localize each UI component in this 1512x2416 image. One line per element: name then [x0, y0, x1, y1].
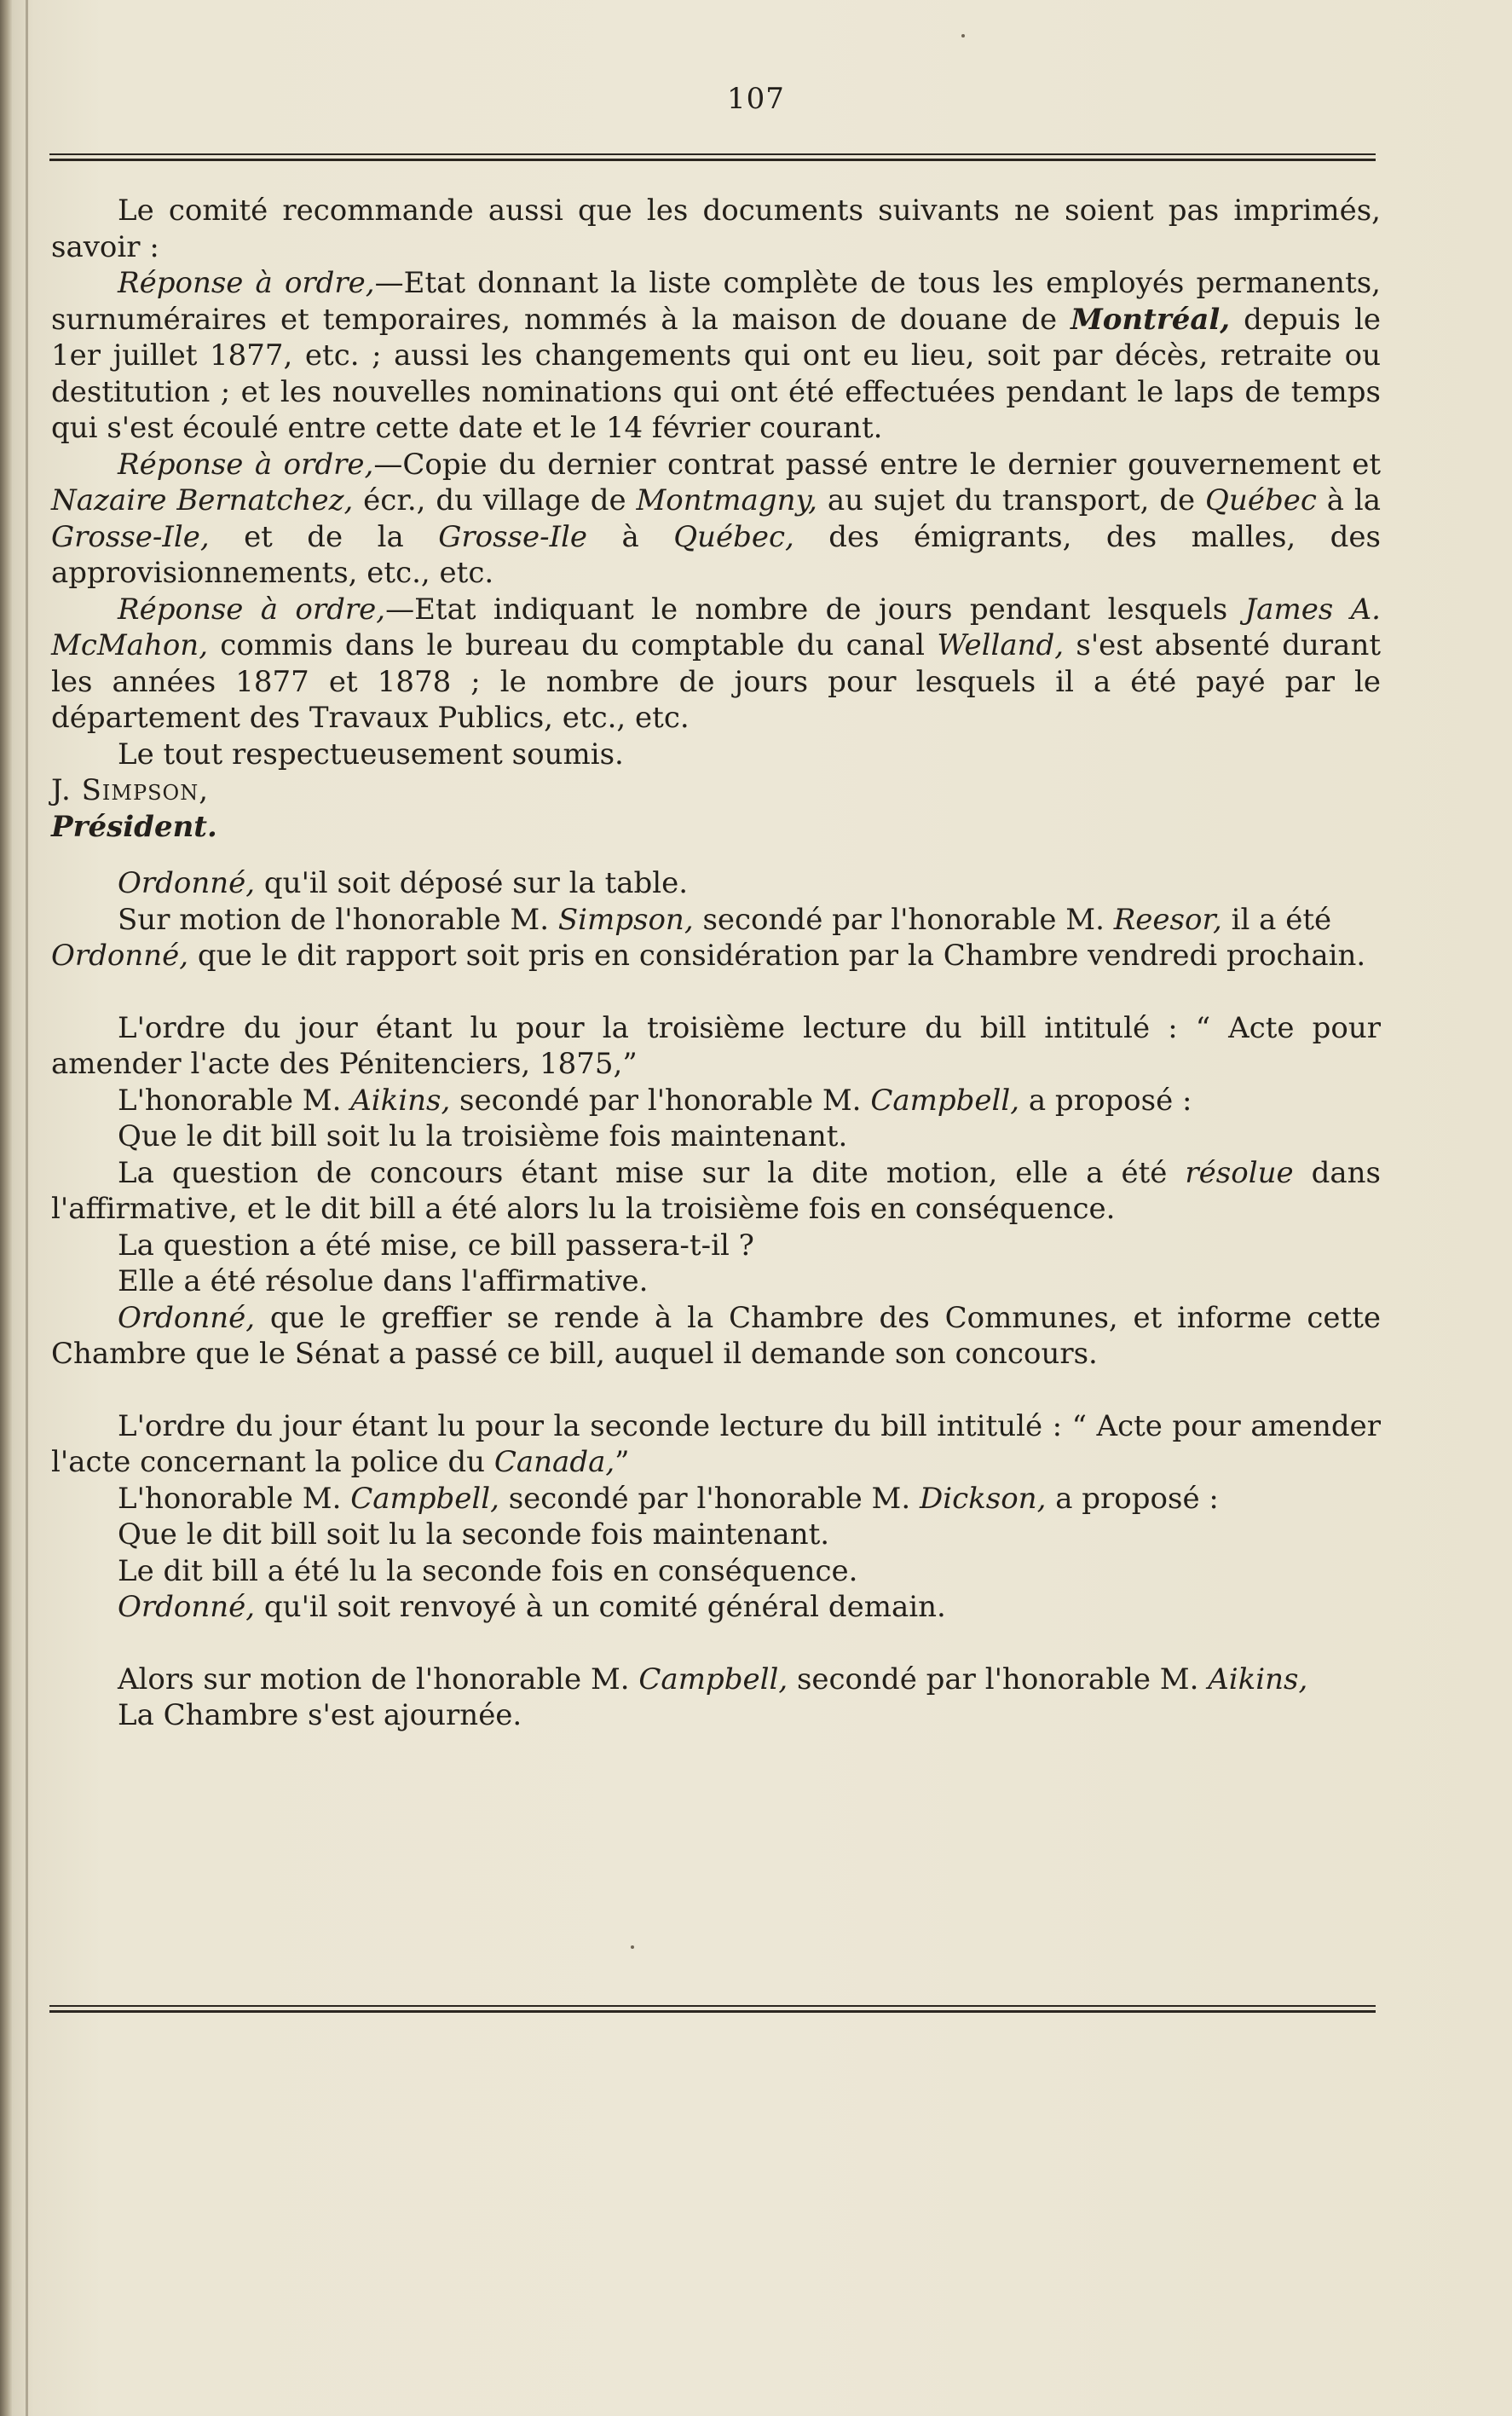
paragraph-17: Que le dit bill soit lu la seconde fois maintenant.: [118, 1517, 830, 1552]
paragraph-20: Alors sur motion de l'honorable M. Campbell, secondé par l'honorable M. Aikins,: [118, 1662, 1308, 1696]
signature-title: Président.: [51, 809, 217, 844]
print-speck: [631, 1945, 634, 1949]
place-name: Montmagny,: [636, 483, 817, 517]
paragraph-8: L'ordre du jour étant lu pour la troisième lecture du bill intitulé : “ Acte pour amender l'acte des Pénitenciers, 1875,”: [51, 1010, 1381, 1081]
paragraph-21: La Chambre s'est ajournée.: [118, 1698, 522, 1732]
lead-phrase: Ordonné,: [118, 1300, 256, 1335]
emphasis-word: résolue: [1185, 1155, 1294, 1190]
place-name: Welland,: [937, 628, 1065, 662]
person-name: Aikins,: [350, 1083, 451, 1118]
lead-phrase: Réponse à ordre,: [118, 447, 374, 482]
paragraph-9: L'honorable M. Aikins, secondé par l'honorable M. Campbell, a proposé :: [118, 1083, 1192, 1118]
lead-phrase: Ordonné,: [118, 866, 256, 900]
paragraph-13: Elle a été résolue dans l'affirmative.: [118, 1264, 649, 1298]
place-name: Québec,: [673, 519, 794, 554]
spacer: [51, 1373, 1381, 1408]
paragraph-5: Le tout respectueusement soumis.: [118, 737, 624, 772]
header-rule: [49, 153, 1376, 164]
footer-rule: [49, 2005, 1376, 2015]
place-name: Grosse-Ile,: [51, 519, 210, 554]
person-name: James A. McMahon,: [51, 592, 1381, 662]
place-name: Canada,: [493, 1445, 615, 1479]
paragraph-10: Que le dit bill soit lu la troisième fois maintenant.: [118, 1119, 848, 1153]
paragraph-7: Sur motion de l'honorable M. Simpson, secondé par l'honorable M. Reesor, il a été Ordonné, que le dit rapport soit pris en considération par la Chambre vendredi prochain.: [51, 902, 1366, 973]
person-name: Nazaire Bernatchez,: [51, 483, 354, 517]
paragraph-16: L'honorable M. Campbell, secondé par l'honorable M. Dickson, a proposé :: [118, 1481, 1219, 1516]
spacer: [51, 974, 1381, 1010]
paragraph-19: Ordonné, qu'il soit renvoyé à un comité général demain.: [118, 1590, 946, 1624]
book-binding: [0, 0, 12, 2416]
paragraph-2: Réponse à ordre,—Etat donnant la liste complète de tous les employés permanents, surnuméraires et temporaires, nommés à la maison de douane de Montréal, depuis le 1er juillet 1877, etc. ; aussi les changements qui ont eu lieu, soit par décès, retraite ou destitution ; et les nouvelles nominations qui ont été effectuées pendant le laps de temps qui s'est écoulé entre cette date et le 14 février courant.: [51, 266, 1381, 445]
person-name: Aikins,: [1208, 1662, 1308, 1696]
person-name: Campbell,: [638, 1662, 788, 1696]
person-name: Campbell,: [350, 1481, 499, 1516]
lead-phrase: Réponse à ordre,: [118, 592, 386, 627]
person-name: Dickson,: [919, 1481, 1047, 1516]
spacer: [51, 845, 1381, 865]
spacer: [51, 1626, 1381, 1662]
place-name: Montréal,: [1071, 302, 1231, 337]
paragraph-6: Ordonné, qu'il soit déposé sur la table.: [118, 866, 689, 900]
person-name: Simpson,: [557, 902, 694, 937]
paragraph-18: Le dit bill a été lu la seconde fois en conséquence.: [118, 1553, 858, 1588]
paragraph-12: La question a été mise, ce bill passera-t-il ?: [118, 1228, 754, 1263]
gutter-line: [26, 0, 28, 2416]
print-speck: [961, 34, 965, 38]
paragraph-4: Réponse à ordre,—Etat indiquant le nombre de jours pendant lesquels James A. McMahon, commis dans le bureau du comptable du canal Welland, s'est absenté durant les années 1877 et 1878 ; le nombre de jours pour lesquels il a été payé par le département des Travaux Publics, etc., etc.: [51, 592, 1382, 735]
lead-phrase: Ordonné,: [51, 939, 189, 973]
lead-phrase: Réponse à ordre,: [118, 266, 375, 300]
place-name: Grosse-Ile: [438, 519, 588, 554]
person-name: Reesor,: [1113, 902, 1222, 937]
paragraph-14: Ordonné, que le greffier se rende à la Chambre des Communes, et informe cette Chambre que le Sénat a passé ce bill, auquel il demande son concours.: [51, 1300, 1381, 1371]
paragraph-11: La question de concours étant mise sur la dite motion, elle a été résolue dans l'affirmative, et le dit bill a été alors lu la troisième fois en conséquence.: [51, 1155, 1381, 1226]
page-number: 107: [727, 82, 785, 116]
body-text: [51, 193, 1381, 1734]
signature-name: J. Simpson,: [51, 773, 210, 807]
paragraph-3: Réponse à ordre,—Copie du dernier contrat passé entre le dernier gouvernement et Nazaire Bernatchez, écr., du village de Montmagny, au sujet du transport, de Québec à la Grosse-Ile, et de la Grosse-Ile à Québec, des émigrants, des malles, des approvisionnements, etc., etc.: [51, 447, 1382, 590]
place-name: Québec: [1205, 483, 1317, 517]
paragraph-15: L'ordre du jour étant lu pour la seconde lecture du bill intitulé : “ Acte pour amender l'acte concernant la police du Canada,”: [51, 1408, 1381, 1479]
person-name: Campbell,: [870, 1083, 1020, 1118]
lead-phrase: Ordonné,: [118, 1590, 256, 1624]
paragraph-1: Le comité recommande aussi que les documents suivants ne soient pas imprimés, savoir :: [51, 194, 1381, 264]
